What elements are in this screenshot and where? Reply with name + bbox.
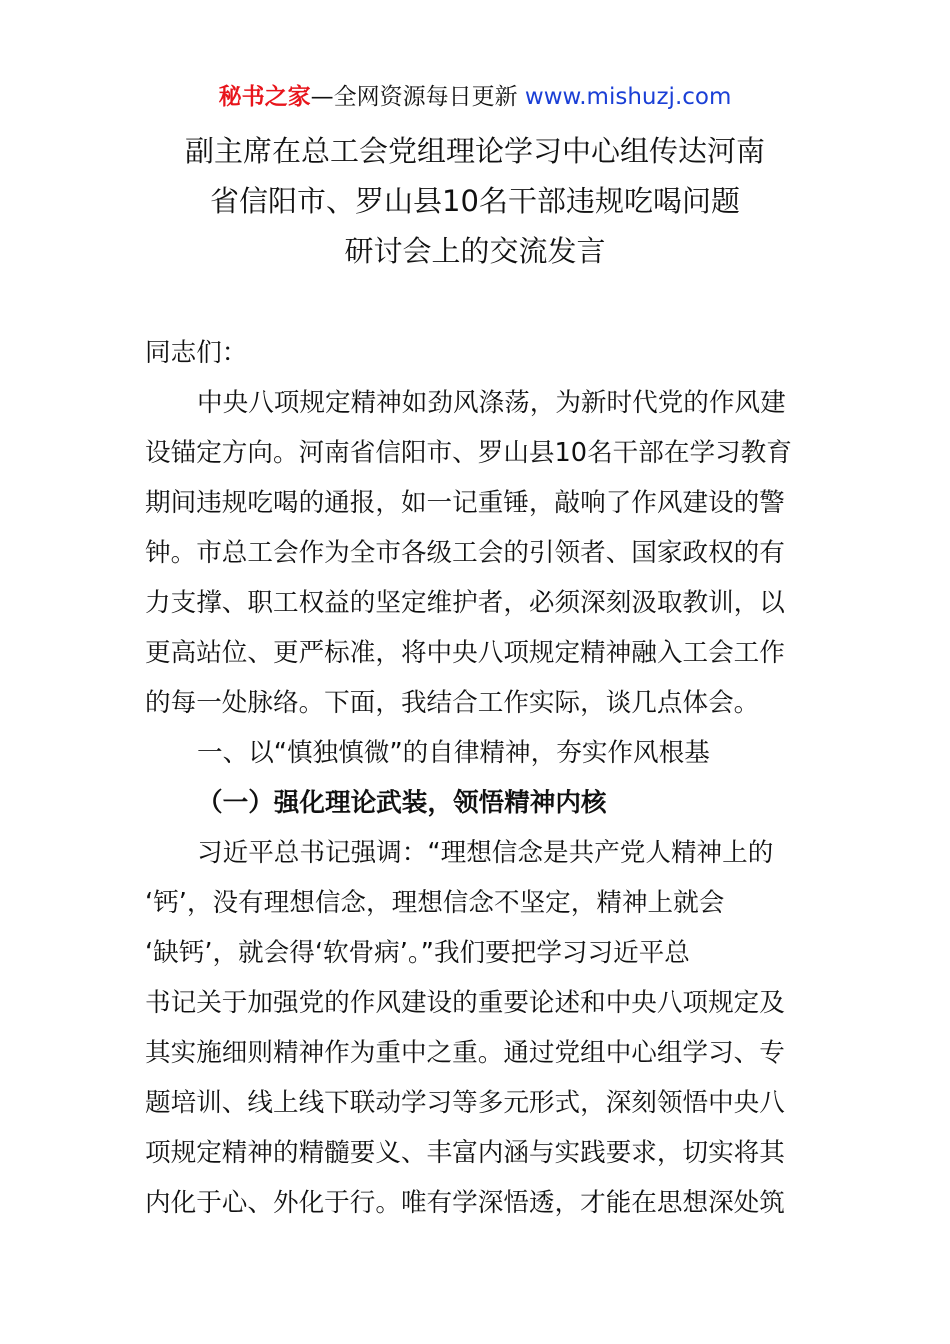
paragraph-line: ‘钙’，没有理想信念，理想信念不坚定，精神上就会 (145, 888, 725, 918)
site-header (0, 80, 950, 114)
paragraph-line: 内化于心、外化于行。唯有学深悟透，才能在思想深处筑 (145, 1188, 785, 1218)
paragraph-line: 习近平总书记强调：“理想信念是共产党人精神上的 (197, 838, 774, 868)
paragraph-line: 期间违规吃喝的通报，如一记重锤，敲响了作风建设的警 (145, 488, 785, 518)
paragraph-line: 项规定精神的精髓要义、丰富内涵与实践要求，切实将其 (145, 1138, 785, 1168)
paragraph-line: 中央八项规定精神如劲风涤荡，为新时代党的作风建 (197, 388, 786, 418)
paragraph-line: 题培训、线上线下联动学习等多元形式，深刻领悟中央八 (145, 1088, 785, 1118)
section-heading: 一、以“慎独慎微”的自律精神，夯实作风根基 (197, 738, 710, 768)
paragraph-line: ‘缺钙’，就会得‘软骨病’。”我们要把学习习近平总 (145, 938, 690, 968)
paragraph-line: 钟。市总工会作为全市各级工会的引领者、国家政权的有 (145, 538, 785, 568)
paragraph-line: 力支撑、职工权益的坚定维护者，必须深刻汲取教训，以 (145, 588, 785, 618)
paragraph-line: 其实施细则精神作为重中之重。通过党组中心组学习、专 (145, 1038, 785, 1068)
paragraph-line: 设锚定方向。河南省信阳市、罗山县10名干部在学习教育 (145, 438, 792, 468)
paragraph-line: 的每一处脉络。下面，我结合工作实际，谈几点体会。 (145, 688, 760, 718)
title-line-1: 副主席在总工会党组理论学习中心组传达河南 (184, 134, 765, 168)
header-tagline: —全网资源每日更新 (310, 84, 525, 110)
paragraph-line: 更高站位、更严标准，将中央八项规定精神融入工会工作 (145, 638, 785, 668)
paragraph-line: 书记关于加强党的作风建设的重要论述和中央八项规定及 (145, 988, 785, 1018)
document-body (145, 328, 810, 1228)
subsection-heading: （一）强化理论武装，领悟精神内核 (197, 788, 607, 818)
document-title (0, 126, 950, 276)
title-line-2: 省信阳市、罗山县10名干部违规吃喝问题 (210, 184, 740, 218)
title-line-3: 研讨会上的交流发言 (344, 234, 606, 268)
site-url[interactable]: www.mishuzj.com (524, 84, 732, 110)
brand-name: 秘书之家 (218, 84, 311, 110)
salutation: 同志们： (145, 338, 248, 368)
